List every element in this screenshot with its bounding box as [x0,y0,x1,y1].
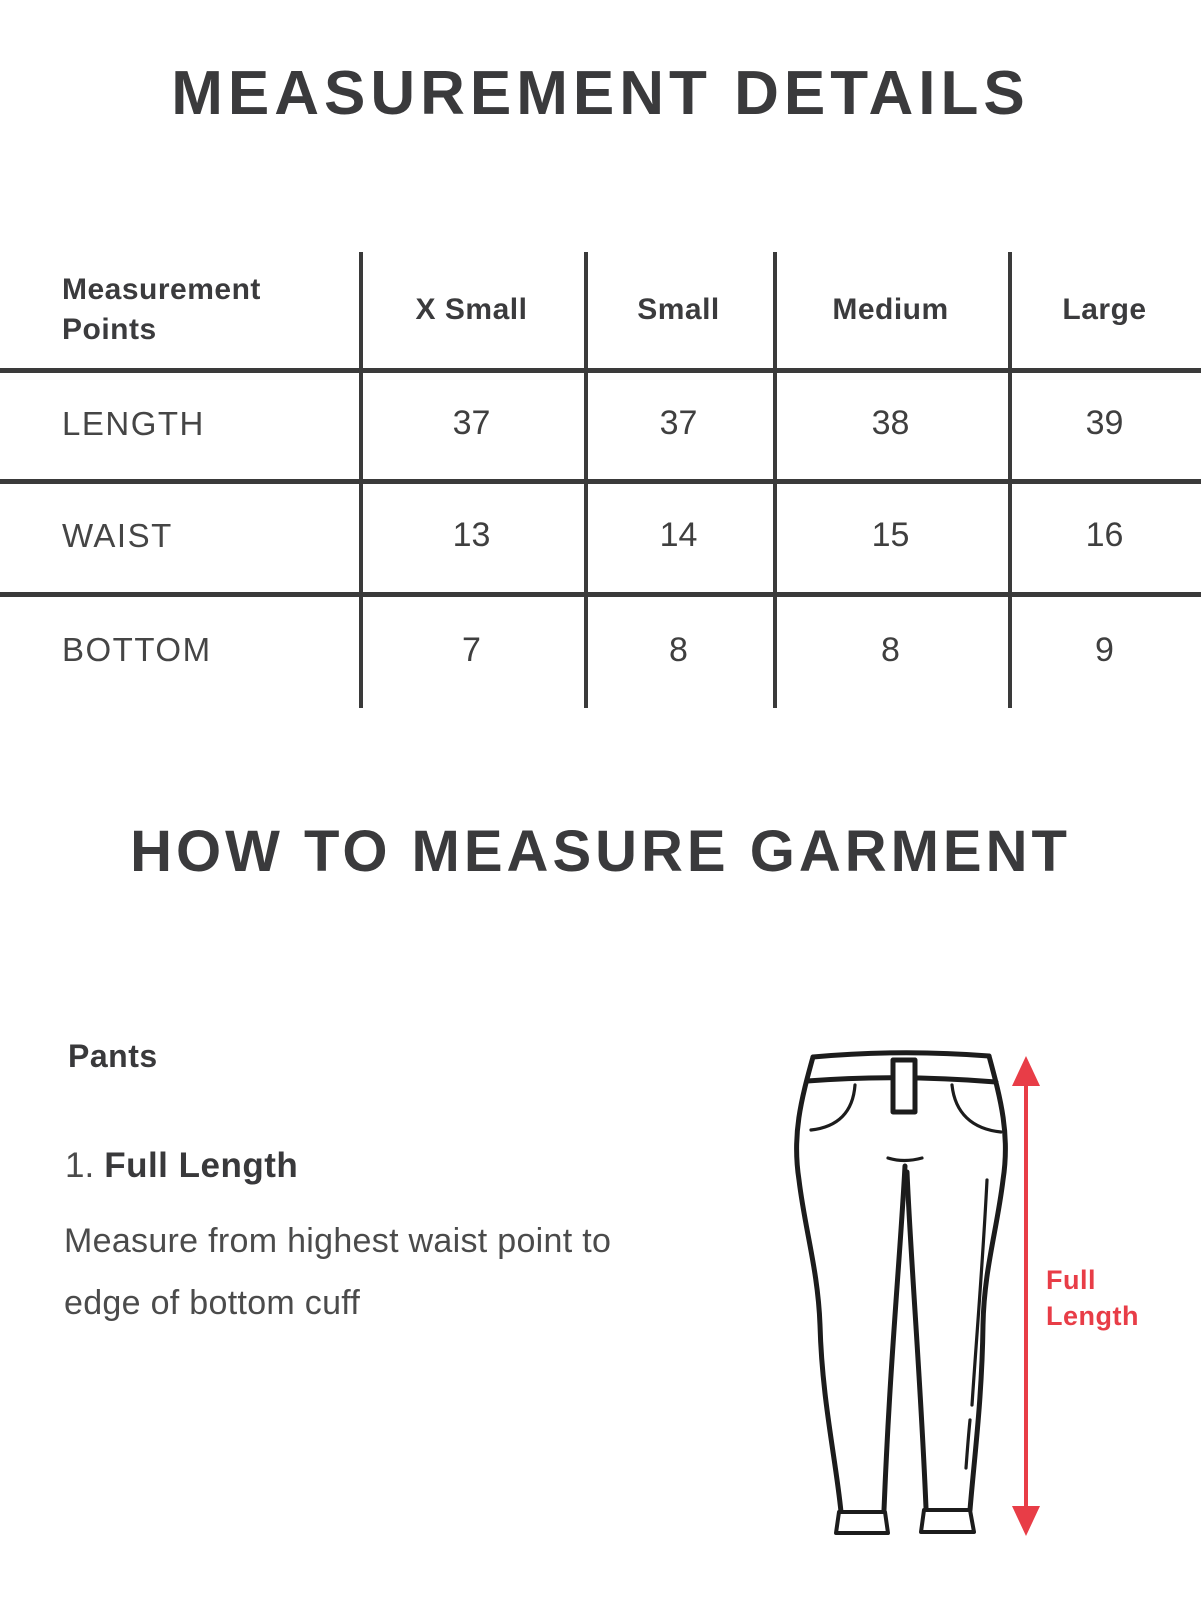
waist-xsmall: 13 [452,516,491,554]
bottom-medium: 8 [881,630,900,669]
table-header-xsmall: X Small [415,293,528,326]
table-header-medium: Medium [832,293,949,326]
table-header-label: Measurement Points [62,273,261,346]
step-heading [65,1146,298,1186]
page-title: MEASUREMENT DETAILS [171,59,1030,128]
full-length-arrow-label: Full Length [1046,1265,1139,1331]
length-small: 37 [659,404,698,442]
length-large: 39 [1085,404,1124,442]
waist-medium: 15 [871,516,910,554]
row-label-waist: WAIST [62,516,173,554]
length-medium: 38 [871,404,910,442]
pants-illustration [786,1030,1016,1550]
row-label-bottom: BOTTOM [62,631,212,668]
garment-name: Pants [68,1038,158,1074]
table-header-large: Large [1062,293,1147,326]
step-title: Full Length [104,1146,299,1185]
table-header-small: Small [637,293,720,326]
length-xsmall: 37 [452,404,491,442]
bottom-xsmall: 7 [462,630,481,669]
table-horizontal-rule [0,592,1201,597]
row-label-length: LENGTH [62,404,205,442]
table-vertical-rule [359,252,363,708]
step-description: Measure from highest waist point to edge of bottom cuff [64,1222,612,1322]
waist-large: 16 [1085,516,1124,554]
bottom-small: 8 [669,630,688,669]
table-vertical-rule [584,252,588,708]
table-horizontal-rule [0,479,1201,484]
table-horizontal-rule [0,368,1201,373]
table-vertical-rule [1008,252,1012,708]
step-number: 1. [65,1146,95,1185]
table-vertical-rule [773,252,777,708]
waist-small: 14 [659,516,698,554]
section-title: HOW TO MEASURE GARMENT [130,819,1071,884]
bottom-large: 9 [1095,630,1114,669]
table-header-measurement-points [0,252,359,368]
